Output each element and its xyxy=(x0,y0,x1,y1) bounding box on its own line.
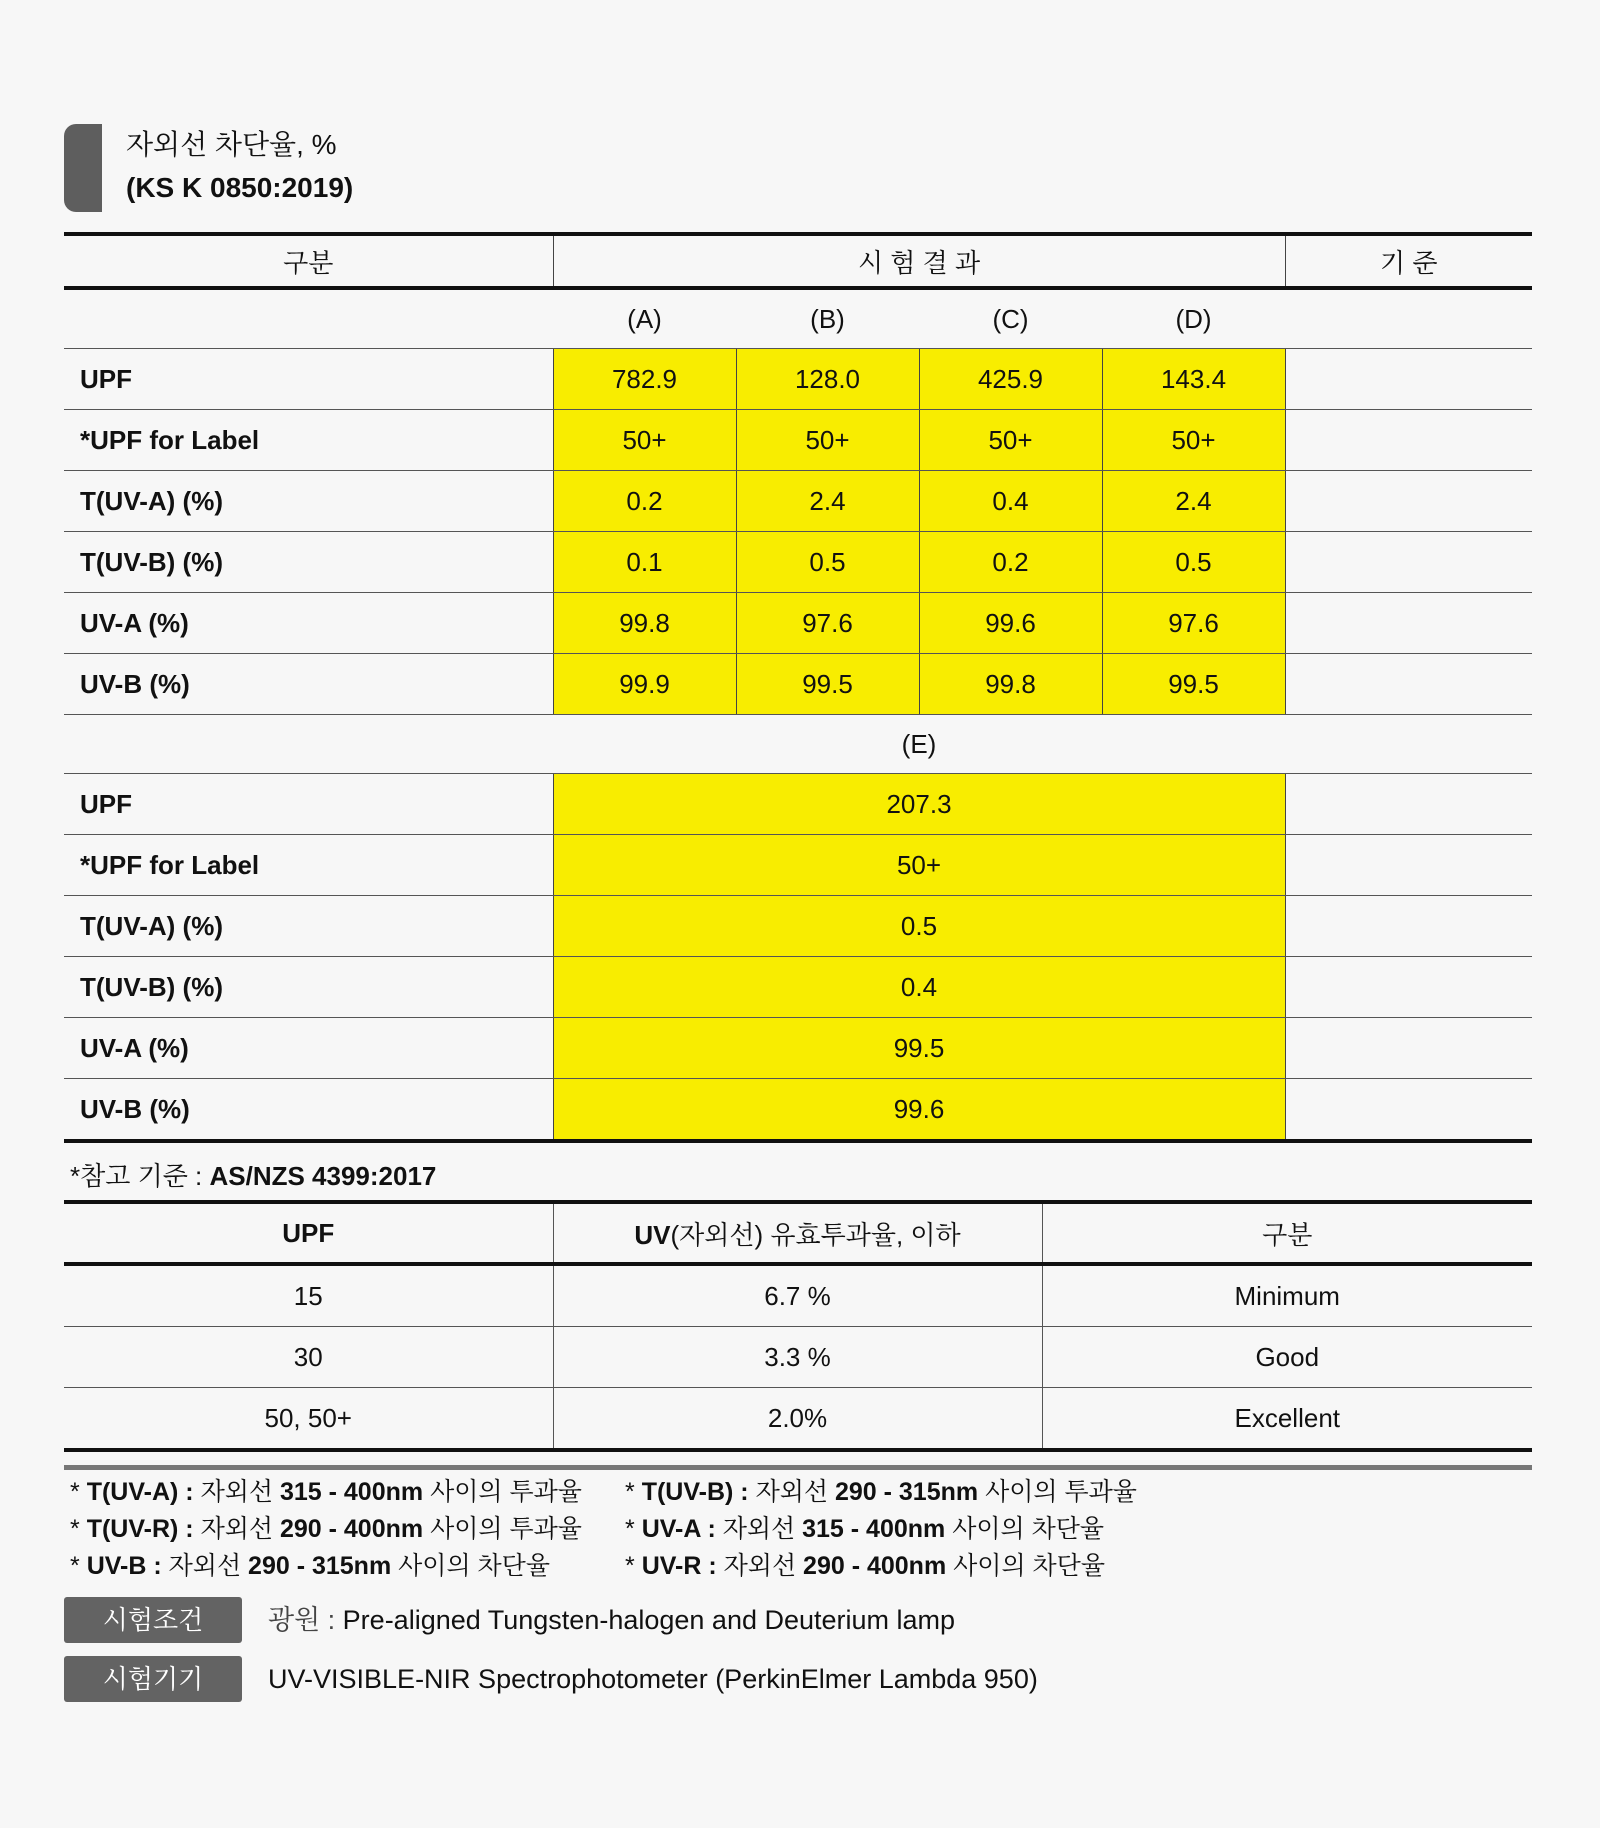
table-row xyxy=(64,957,1532,1018)
row-label: T(UV-A) (%) xyxy=(64,896,553,957)
value-cell: 97.6 xyxy=(736,593,919,654)
table-row xyxy=(64,1079,1532,1142)
sample-c: (C) xyxy=(919,288,1102,349)
value-cell: 99.6 xyxy=(919,593,1102,654)
table-row xyxy=(64,1388,1532,1451)
note-item: * UV-A : 자외선 315 - 400nm 사이의 차단율 xyxy=(625,1515,1105,1543)
criteria-cell xyxy=(1285,471,1532,532)
value-cell: 99.5 xyxy=(1102,654,1285,715)
table-row xyxy=(64,1018,1532,1079)
test-conditions-text xyxy=(268,1597,955,1643)
value-cell: 0.2 xyxy=(553,471,736,532)
sample-a: (A) xyxy=(553,288,736,349)
criteria-cell xyxy=(1285,835,1532,896)
header-result: 시 험 결 과 xyxy=(553,234,1285,288)
value-cell: 128.0 xyxy=(736,349,919,410)
definitions-notes xyxy=(70,1474,1137,1585)
value-cell: 99.8 xyxy=(919,654,1102,715)
value-cell: 143.4 xyxy=(1102,349,1285,410)
note-item: * UV-R : 자외선 290 - 400nm 사이의 차단율 xyxy=(625,1552,1105,1580)
title-text xyxy=(126,124,353,210)
criteria-cell xyxy=(1285,1018,1532,1079)
row-label: UV-A (%) xyxy=(64,593,553,654)
criteria-cell xyxy=(1285,654,1532,715)
ref-header-category: 구분 xyxy=(1042,1202,1532,1264)
value-cell: 0.4 xyxy=(553,957,1285,1018)
reference-standard: AS/NZS 4399:2017 xyxy=(209,1161,437,1191)
row-label: UV-A (%) xyxy=(64,1018,553,1079)
value-cell: 0.5 xyxy=(553,896,1285,957)
title-accent-bar xyxy=(64,124,102,212)
ref-category-cell: Good xyxy=(1042,1327,1532,1388)
value-cell: 99.5 xyxy=(736,654,919,715)
ref-header-uv xyxy=(553,1202,1042,1264)
sample-d: (D) xyxy=(1102,288,1285,349)
value-cell: 99.9 xyxy=(553,654,736,715)
table-row xyxy=(64,593,1532,654)
ref-uv-cell: 2.0% xyxy=(553,1388,1042,1451)
value-cell: 782.9 xyxy=(553,349,736,410)
value-cell: 207.3 xyxy=(553,774,1285,835)
row-label: UV-B (%) xyxy=(64,654,553,715)
table-row xyxy=(64,774,1532,835)
value-cell: 0.1 xyxy=(553,532,736,593)
row-label: UV-B (%) xyxy=(80,1093,190,1124)
table-row xyxy=(64,654,1532,715)
title-line2: (KS K 0850:2019) xyxy=(126,172,354,203)
value-cell: 0.5 xyxy=(1102,532,1285,593)
results-table xyxy=(64,232,1532,1143)
value-cell: 97.6 xyxy=(1102,593,1285,654)
value-cell: 99.6 xyxy=(553,1079,1285,1142)
value-cell: 50+ xyxy=(919,410,1102,471)
criteria-cell xyxy=(1285,532,1532,593)
ref-upf-cell: 50, 50+ xyxy=(264,1402,352,1433)
title-line1: 자외선 차단율, % xyxy=(126,129,337,160)
table-row xyxy=(64,349,1532,410)
table-row xyxy=(64,471,1532,532)
row-label: T(UV-B) (%) xyxy=(64,532,553,593)
value-cell: 2.4 xyxy=(1102,471,1285,532)
criteria-cell xyxy=(1285,774,1532,835)
row-label: UPF xyxy=(64,349,553,410)
note-item: * UV-B : 자외선 290 - 315nm 사이의 차단율 xyxy=(70,1552,550,1580)
header-criteria: 기 준 xyxy=(1285,234,1532,288)
value-cell: 50+ xyxy=(553,835,1285,896)
table-row xyxy=(64,532,1532,593)
value-cell: 2.4 xyxy=(736,471,919,532)
ref-uv-cell: 6.7 % xyxy=(553,1264,1042,1327)
row-label: *UPF for Label xyxy=(64,410,553,471)
table-row xyxy=(64,410,1532,471)
row-label: *UPF for Label xyxy=(64,835,553,896)
light-source-value: Pre-aligned Tungsten-halogen and Deuterium lamp xyxy=(342,1605,956,1635)
criteria-cell xyxy=(1285,593,1532,654)
ref-upf-cell: 30 xyxy=(64,1327,553,1388)
value-cell: 0.5 xyxy=(736,532,919,593)
reference-note-prefix: *참고 기준 : xyxy=(70,1161,210,1191)
value-cell: 50+ xyxy=(736,410,919,471)
divider xyxy=(64,1465,1532,1470)
criteria-cell xyxy=(1285,1079,1532,1142)
ref-header-upf: UPF xyxy=(64,1202,553,1264)
sample-e: (E) xyxy=(553,715,1285,774)
note-item: * T(UV-A) : 자외선 315 - 400nm 사이의 투과율 xyxy=(70,1478,582,1506)
light-source-label: 광원 : xyxy=(268,1605,343,1635)
row-label: UPF xyxy=(64,774,553,835)
value-cell: 99.8 xyxy=(553,593,736,654)
value-cell: 0.2 xyxy=(919,532,1102,593)
test-equipment-badge: 시험기기 xyxy=(64,1656,242,1702)
header-category: 구분 xyxy=(64,234,553,288)
note-item: * T(UV-R) : 자외선 290 - 400nm 사이의 투과율 xyxy=(70,1515,582,1543)
row-label: T(UV-A) (%) xyxy=(64,471,553,532)
table-row xyxy=(64,1264,1532,1327)
table-row xyxy=(64,1327,1532,1388)
value-cell: 0.4 xyxy=(919,471,1102,532)
ref-category-cell: Minimum xyxy=(1042,1264,1532,1327)
value-cell: 50+ xyxy=(553,410,736,471)
test-conditions-badge: 시험조건 xyxy=(64,1597,242,1643)
value-cell: 425.9 xyxy=(919,349,1102,410)
row-label: T(UV-B) (%) xyxy=(64,957,553,1018)
ref-header-uv-bold: UV xyxy=(634,1219,671,1250)
criteria-cell xyxy=(1285,957,1532,1018)
table-row xyxy=(64,896,1532,957)
ref-upf-cell: 15 xyxy=(64,1264,553,1327)
value-cell: 50+ xyxy=(1102,410,1285,471)
table-row xyxy=(64,835,1532,896)
criteria-cell xyxy=(1285,410,1532,471)
sample-header-row xyxy=(64,288,1532,349)
criteria-cell xyxy=(1285,896,1532,957)
sample-header-row xyxy=(64,715,1532,774)
sample-b: (B) xyxy=(736,288,919,349)
note-item: * T(UV-B) : 자외선 290 - 315nm 사이의 투과율 xyxy=(625,1478,1137,1506)
ref-uv-cell: 3.3 % xyxy=(553,1327,1042,1388)
reference-table xyxy=(64,1200,1532,1452)
value-cell: 99.5 xyxy=(553,1018,1285,1079)
reference-standard-note xyxy=(70,1156,436,1193)
ref-header-uv-rest: (자외선) 유효투과율, 이하 xyxy=(670,1219,961,1250)
test-equipment-text: UV-VISIBLE-NIR Spectrophotometer (PerkinElmer Lambda 950) xyxy=(268,1664,1038,1694)
criteria-cell xyxy=(1285,349,1532,410)
ref-category-cell: Excellent xyxy=(1042,1388,1532,1451)
